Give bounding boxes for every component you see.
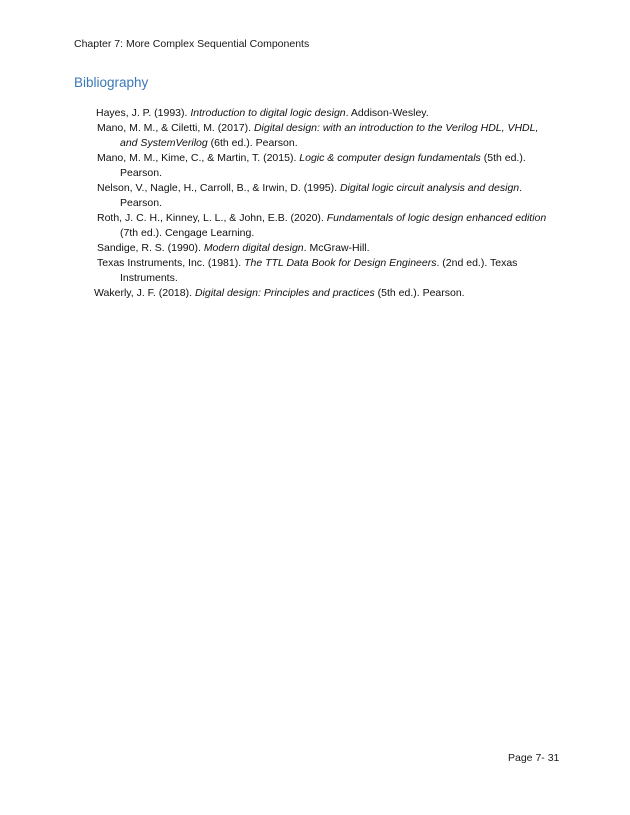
entry-authors: Mano, M. M., & Ciletti, M. (2017). bbox=[97, 122, 254, 134]
entry-publisher: . (2nd ed.). Texas Instruments. bbox=[120, 257, 518, 284]
entry-title: The TTL Data Book for Design Engineers bbox=[244, 257, 437, 269]
entry-title: Logic & computer design fundamentals bbox=[299, 152, 481, 164]
bibliography-entry bbox=[97, 256, 558, 286]
entry-publisher: (6th ed.). Pearson. bbox=[207, 137, 298, 149]
bibliography-entry bbox=[97, 181, 558, 211]
bibliography-list bbox=[96, 106, 558, 301]
entry-authors: Sandige, R. S. (1990). bbox=[97, 242, 204, 254]
bibliography-entry bbox=[97, 241, 558, 256]
entry-authors: Hayes, J. P. (1993). bbox=[96, 107, 191, 119]
bibliography-entry bbox=[94, 286, 558, 301]
entry-title: Digital logic circuit analysis and design bbox=[339, 182, 520, 194]
entry-publisher: (7th ed.). Cengage Learning. bbox=[120, 227, 255, 239]
entry-authors: Roth, J. C. H., Kinney, L. L., & John, E.B. (2020). bbox=[97, 212, 327, 224]
entry-publisher: . Addison-Wesley. bbox=[345, 107, 429, 119]
bibliography-entry bbox=[97, 121, 558, 151]
entry-publisher: . Pearson. bbox=[120, 182, 523, 209]
page-number: Page 7- 31 bbox=[508, 752, 560, 764]
entry-title: Modern digital design bbox=[203, 242, 304, 254]
entry-publisher: (5th ed.). Pearson. bbox=[120, 152, 526, 179]
bibliography-entry bbox=[96, 106, 558, 121]
entry-authors: Texas Instruments, Inc. (1981). bbox=[97, 257, 245, 269]
entry-authors: Mano, M. M., Kime, C., & Martin, T. (2015). bbox=[97, 152, 300, 164]
entry-title: Digital design: with an introduction to the Verilog HDL, VHDL, and SystemVerilog bbox=[120, 122, 539, 149]
entry-authors: Nelson, V., Nagle, H., Carroll, B., & Irwin, D. (1995). bbox=[97, 182, 340, 194]
section-heading-bibliography: Bibliography bbox=[74, 75, 149, 90]
entry-title: Fundamentals of logic design enhanced edition bbox=[326, 212, 547, 224]
bibliography-entry bbox=[97, 151, 558, 181]
bibliography-entry bbox=[97, 211, 558, 241]
entry-publisher: (5th ed.). Pearson. bbox=[374, 287, 465, 299]
entry-authors: Wakerly, J. F. (2018). bbox=[94, 287, 195, 299]
running-header: Chapter 7: More Complex Sequential Components bbox=[74, 38, 310, 50]
entry-title: Digital design: Principles and practices bbox=[194, 287, 375, 299]
entry-title: Introduction to digital logic design bbox=[190, 107, 346, 119]
entry-publisher: . McGraw-Hill. bbox=[303, 242, 370, 254]
